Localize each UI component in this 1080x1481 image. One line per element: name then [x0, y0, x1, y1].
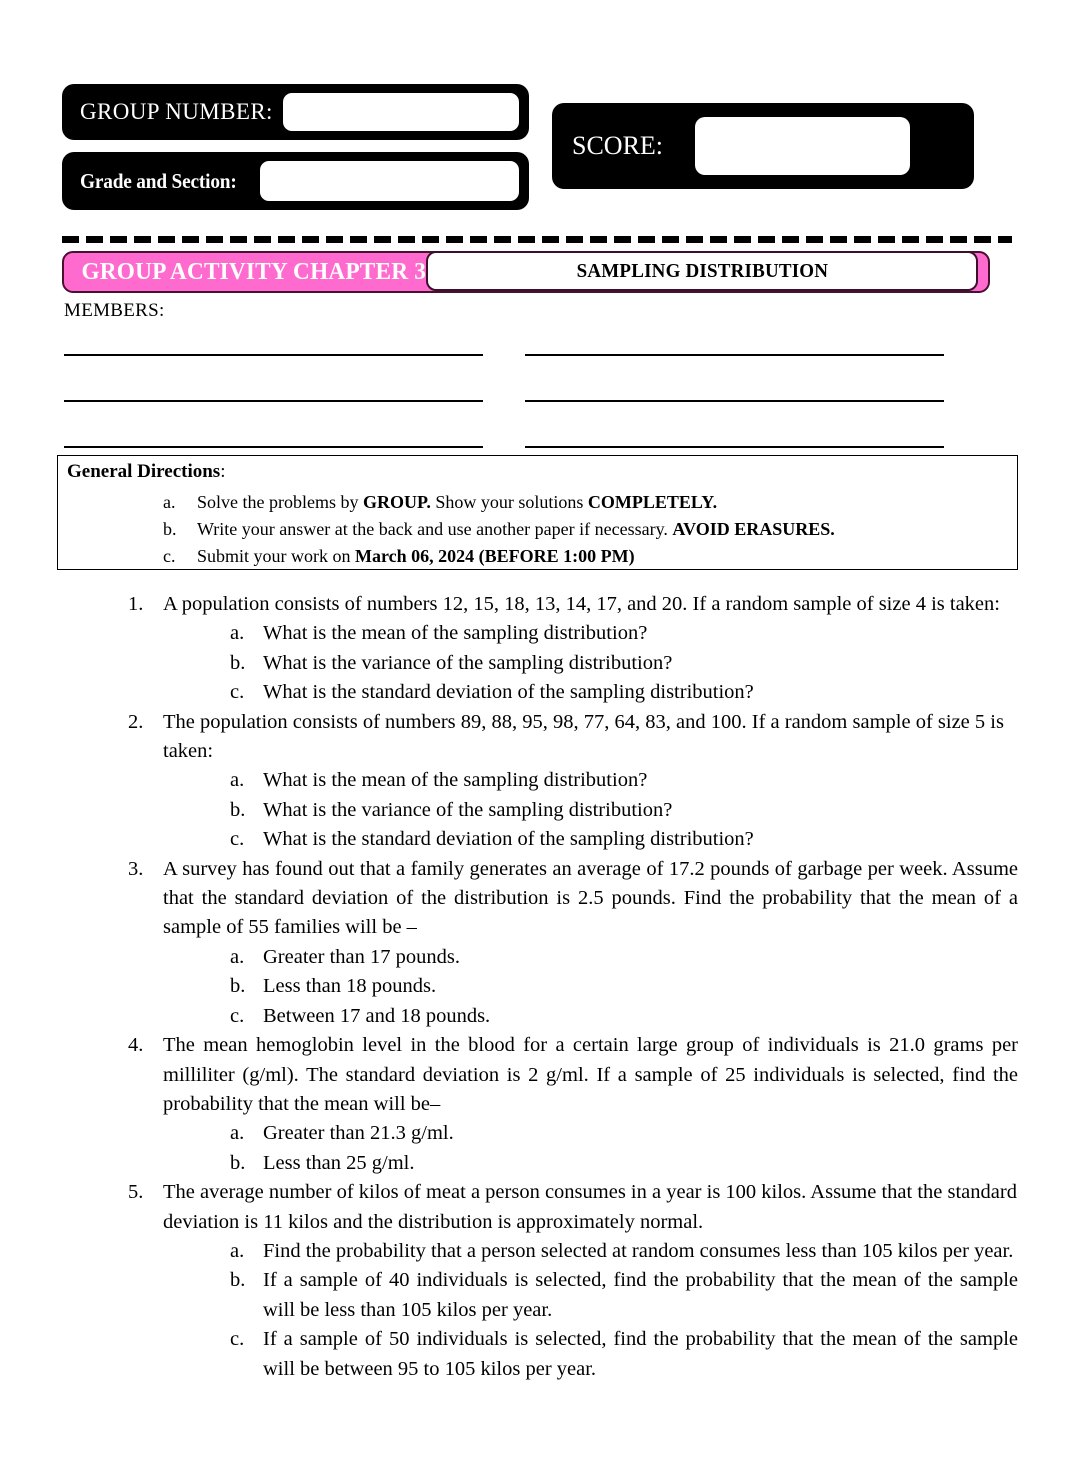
- general-directions-item-text: Write your answer at the back and use another paper if necessary. AVOID ERASURES.: [197, 519, 835, 539]
- question-marker: 4.: [128, 1034, 144, 1057]
- question-subitem-marker: b.: [230, 651, 246, 674]
- question-subitem-marker: c.: [230, 828, 245, 851]
- members-row: [64, 382, 944, 402]
- question-subitem: [163, 1149, 1018, 1178]
- group-number-field-row: [62, 84, 529, 140]
- question-subitem-marker: a.: [230, 1239, 245, 1262]
- question-subitem: [163, 1325, 1018, 1384]
- question-subitem-text: Less than 25 g/ml.: [263, 1151, 415, 1174]
- question-body: [163, 1031, 1018, 1178]
- member-name-line[interactable]: [525, 382, 944, 402]
- question-subitem-marker: a.: [230, 769, 245, 792]
- question-subitem-text: What is the variance of the sampling distribution?: [263, 798, 673, 821]
- question-subitem-marker: b.: [230, 975, 246, 998]
- question-stem: The mean hemoglobin level in the blood for a certain large group of individuals is 21.0 grams per milliliter (g/ml). The standard deviation is 2 g/ml. If a sample of 25 individuals is selected, find the probability that the mean will be–: [163, 1034, 1018, 1115]
- question-subitem-text: Less than 18 pounds.: [263, 975, 437, 998]
- question-subitem-marker: b.: [230, 798, 246, 821]
- question-body: [163, 855, 1018, 1031]
- score-input[interactable]: [695, 117, 910, 175]
- question-subitem-marker: b.: [230, 1151, 246, 1174]
- header-left-fields: [62, 84, 529, 210]
- question-item: [128, 1031, 1018, 1178]
- score-label: SCORE:: [572, 131, 664, 160]
- question-subitem: [163, 766, 1018, 795]
- members-row: [64, 428, 944, 448]
- question-subitem: [163, 796, 1018, 825]
- general-directions-title-text: General Directions: [67, 461, 221, 482]
- question-subitem-text: Greater than 17 pounds.: [263, 945, 460, 968]
- question-body: [163, 1178, 1018, 1384]
- question-subitem: [163, 825, 1018, 854]
- question-subitem: [163, 649, 1018, 678]
- member-name-line[interactable]: [525, 428, 944, 448]
- question-item: [128, 1178, 1018, 1384]
- member-name-line[interactable]: [64, 382, 483, 402]
- question-item: [128, 855, 1018, 1031]
- general-directions-title: [67, 461, 225, 483]
- question-subitems: [163, 943, 1018, 1031]
- question-subitem-text: What is the standard deviation of the sampling distribution?: [263, 828, 754, 851]
- topic-label: SAMPLING DISTRIBUTION: [576, 259, 828, 282]
- general-directions-item-text: Solve the problems by GROUP. Show your solutions COMPLETELY.: [197, 492, 718, 512]
- question-stem: A population consists of numbers 12, 15, 18, 13, 14, 17, and 20. If a random sample of size 4 is taken:: [163, 593, 1000, 615]
- question-subitem-text: If a sample of 40 individuals is selected, find the probability that the mean of the sample will be less than 105 kilos per year.: [263, 1269, 1018, 1321]
- member-name-line[interactable]: [525, 336, 944, 356]
- questions-list: [128, 590, 1018, 1384]
- member-name-line[interactable]: [64, 428, 483, 448]
- members-lines: [64, 336, 944, 474]
- question-marker: 3.: [128, 857, 144, 880]
- question-marker: 1.: [128, 593, 144, 615]
- question-subitems: [163, 1119, 1018, 1178]
- question-stem: The population consists of numbers 89, 88, 95, 98, 77, 64, 83, and 100. If a random sample of size 5 is taken:: [163, 710, 1004, 763]
- question-subitem-text: What is the mean of the sampling distribution?: [263, 769, 648, 792]
- question-subitems: [163, 766, 1018, 854]
- question-subitem: [163, 1237, 1018, 1266]
- general-directions-title-colon: :: [220, 461, 226, 482]
- question-subitem-marker: c.: [230, 681, 245, 704]
- general-directions-item: [163, 489, 1003, 516]
- general-directions-item-marker: c.: [163, 546, 176, 566]
- dashed-separator: [62, 236, 1012, 243]
- question-marker: 2.: [128, 710, 144, 733]
- general-directions-list: [163, 489, 1003, 570]
- question-subitem: [163, 1266, 1018, 1325]
- question-subitem-text: If a sample of 50 individuals is selected, find the probability that the mean of the sample will be between 95 to 105 kilos per year.: [263, 1328, 1018, 1380]
- grade-section-field-row: [62, 152, 529, 210]
- question-subitems: [163, 619, 1018, 707]
- question-subitem-marker: a.: [230, 622, 245, 645]
- question-subitem-text: What is the standard deviation of the sampling distribution?: [263, 681, 754, 704]
- question-subitem: [163, 1002, 1018, 1031]
- question-body: [163, 708, 1018, 855]
- question-subitem-marker: b.: [230, 1269, 246, 1292]
- member-name-line[interactable]: [64, 336, 483, 356]
- grade-section-input[interactable]: [260, 161, 519, 201]
- question-subitem-marker: c.: [230, 1004, 245, 1027]
- topic-box: [426, 251, 978, 291]
- members-label: MEMBERS:: [64, 300, 165, 321]
- question-body: [163, 590, 1018, 708]
- group-number-input[interactable]: [283, 93, 519, 131]
- group-number-label: GROUP NUMBER:: [80, 99, 273, 124]
- question-subitem: [163, 619, 1018, 648]
- question-subitem-text: Find the probability that a person selected at random consumes less than 105 kilos per year.: [263, 1239, 1014, 1262]
- question-item: [128, 590, 1018, 708]
- grade-section-label: Grade and Section:: [80, 168, 237, 193]
- question-subitem-marker: a.: [230, 945, 245, 968]
- question-stem: A survey has found out that a family generates an average of 17.2 pounds of garbage per week. Assume that the standard deviation of the distribution is 2.5 pounds. Find the probability that the mean of a sample of 55 families will be –: [163, 857, 1018, 939]
- general-directions-item: [163, 543, 1003, 570]
- general-directions-item-marker: b.: [163, 519, 177, 539]
- question-subitem: [163, 678, 1018, 707]
- question-subitem: [163, 943, 1018, 972]
- question-subitems: [163, 1237, 1018, 1384]
- question-subitem-marker: a.: [230, 1122, 245, 1145]
- general-directions-item-marker: a.: [163, 492, 176, 512]
- activity-banner: [62, 251, 990, 293]
- members-row: [64, 336, 944, 356]
- question-stem: The average number of kilos of meat a person consumes in a year is 100 kilos. Assume that the standard deviation is 11 kilos and the distribution is approximately normal.: [163, 1181, 1017, 1233]
- question-subitem-text: What is the mean of the sampling distribution?: [263, 622, 648, 645]
- general-directions-box: [57, 455, 1018, 570]
- question-marker: 5.: [128, 1181, 144, 1204]
- question-subitem: [163, 1119, 1018, 1148]
- general-directions-item-text: Submit your work on March 06, 2024 (BEFORE 1:00 PM): [197, 546, 635, 566]
- general-directions-item: [163, 516, 1003, 543]
- question-subitem-marker: c.: [230, 1328, 245, 1351]
- activity-banner-title: GROUP ACTIVITY CHAPTER 3: [81, 258, 427, 285]
- question-subitem-text: Greater than 21.3 g/ml.: [263, 1122, 454, 1145]
- score-field-row: [552, 103, 974, 189]
- question-subitem-text: Between 17 and 18 pounds.: [263, 1004, 491, 1027]
- question-subitem-text: What is the variance of the sampling distribution?: [263, 651, 673, 674]
- question-subitem: [163, 972, 1018, 1001]
- question-item: [128, 708, 1018, 855]
